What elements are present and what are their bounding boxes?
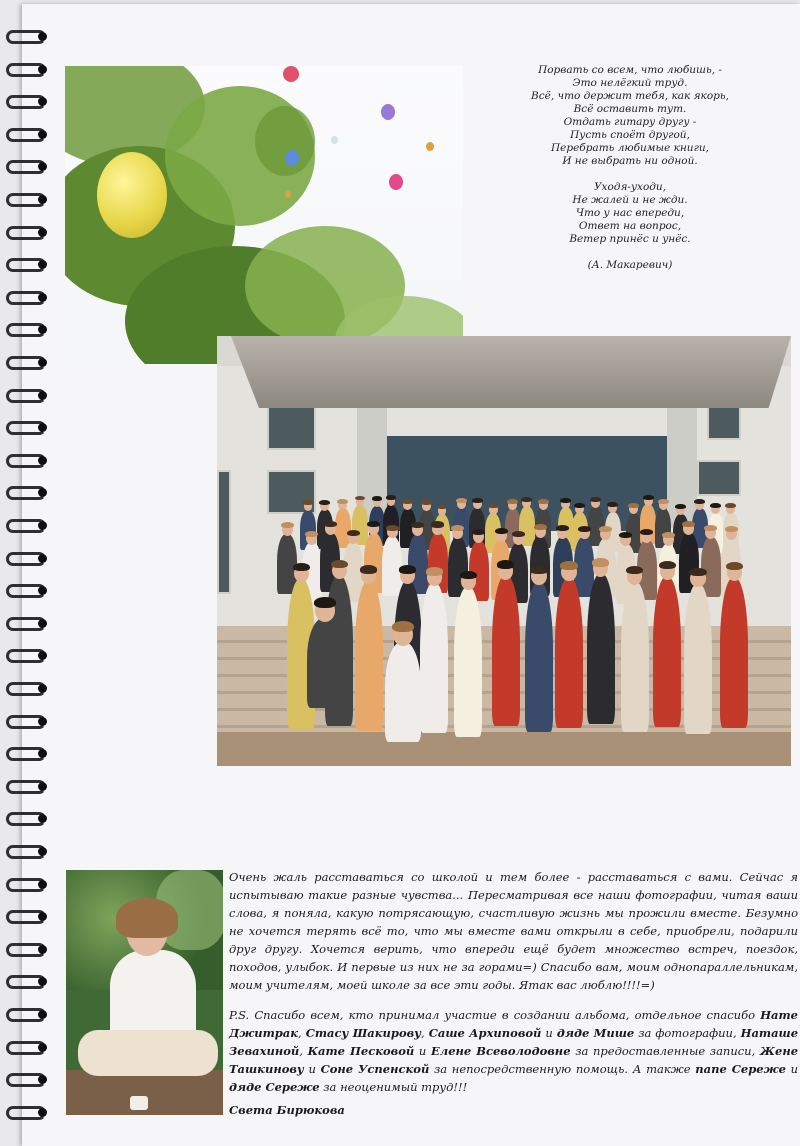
binding-hole (38, 1043, 47, 1052)
person-figure (720, 578, 748, 728)
person-figure (454, 587, 482, 737)
poem-line: Ответ на вопрос, (578, 220, 682, 232)
letter-postscript (229, 1006, 798, 1096)
spiral-binding (0, 0, 50, 1146)
poem-line: Отдать гитару другу - (563, 116, 697, 128)
thanked-name: Кате Песковой (307, 1044, 415, 1058)
person-figure (555, 578, 583, 728)
thanked-name: дяде Мише (556, 1026, 635, 1040)
postscript-text: , (421, 1026, 429, 1040)
thanked-name: Стасу Шакирову (305, 1026, 422, 1040)
binding-hole (38, 814, 47, 823)
postscript-text: , (299, 1044, 308, 1058)
binding-hole (38, 32, 47, 41)
postscript-text: , (298, 1026, 306, 1040)
binding-hole (38, 162, 47, 171)
person-figure (587, 574, 615, 724)
person-figure (355, 581, 383, 731)
postscript-text: и (414, 1044, 432, 1058)
poem-line: И не выбрать ни одной. (562, 155, 698, 167)
binding-hole (38, 488, 47, 497)
binding-hole (38, 423, 47, 432)
postscript-text: и (303, 1062, 321, 1076)
binding-hole (38, 586, 47, 595)
binding-hole (38, 880, 47, 889)
binding-hole (38, 945, 47, 954)
binding-hole (38, 651, 47, 660)
person-figure (621, 582, 649, 732)
binding-hole (38, 782, 47, 791)
binding-hole (38, 912, 47, 921)
binding-hole (38, 195, 47, 204)
poem-line: Порвать со всем, что любишь, - (538, 64, 722, 76)
poem-author: (А. Макаревич) (587, 259, 673, 271)
binding-hole (38, 717, 47, 726)
poem-line: Всё, что держит тебя, как якорь, (531, 90, 729, 102)
binding-hole (38, 1108, 47, 1117)
binding-hole (38, 228, 47, 237)
binding-hole (38, 260, 47, 269)
postscript-text: и (785, 1062, 799, 1076)
poem-line: Пусть споёт другой, (570, 129, 690, 141)
binding-hole (38, 130, 47, 139)
thanked-name: Жене Ташкинову (229, 1044, 799, 1076)
binding-hole (38, 97, 47, 106)
person-figure (525, 582, 553, 732)
binding-hole (38, 684, 47, 693)
binding-hole (38, 293, 47, 302)
binding-hole (38, 977, 47, 986)
binding-hole (38, 391, 47, 400)
class-group-photo (217, 336, 791, 766)
person-figure (492, 576, 520, 726)
thanked-name: Нате Джитрак (229, 1008, 798, 1040)
binding-hole (38, 1010, 47, 1019)
person-figure (307, 618, 343, 708)
thanked-name: дяде Сереже (229, 1080, 320, 1094)
letter-paragraph: Очень жаль расставаться со школой и тем более - расставаться с вами. Сейчас я испытываю такие разные чувства... Пересматривая все наши фотографии, читая ваши слова, я поняла, какую потрясающую, счастливую жизнь мы прожили вместе. Безумно не хочется терять всё то, что мы вместе вами открыли в себе, приобрели, подарили друг другу. Хочется верить, что впереди ещё будет множество встреч, поездок, походов, улыбок. И первые из них не за горами=) Спасибо вам, моим однопараллельникам, моим учителям, моей школе за все эти годы. Ятак вас люблю!!!!=) (229, 870, 798, 992)
farewell-letter (229, 868, 798, 1096)
poem-line: Уходя-уходи, (593, 181, 667, 193)
binding-hole (38, 358, 47, 367)
binding-hole (38, 65, 47, 74)
poem-line: Что у нас впереди, (575, 207, 685, 219)
person-figure (684, 584, 712, 734)
poem-line: Перебрать любимые книги, (551, 142, 709, 154)
balloons-tree-photo (65, 66, 463, 364)
postscript-text: за фотографии, (634, 1026, 741, 1040)
signature: Света Бирюкова (229, 1103, 345, 1117)
person-figure (653, 577, 681, 727)
binding-hole (38, 521, 47, 530)
binding-hole (38, 554, 47, 563)
binding-hole (38, 847, 47, 856)
poem-line: Ветер принёс и унёс. (569, 233, 691, 245)
binding-hole (38, 1075, 47, 1084)
postscript-text: и (541, 1026, 557, 1040)
thanked-name: Саше Архиповой (428, 1026, 542, 1040)
postscript-text: P.S. Спасибо всем, кто принимал участие в создании альбома, отдельное спасибо (229, 1008, 761, 1022)
binding-hole (38, 619, 47, 628)
author-portrait-photo (66, 870, 223, 1115)
person-figure (420, 583, 448, 733)
binding-hole (38, 749, 47, 758)
thanked-name: Соне Успенской (320, 1062, 430, 1076)
postscript-text: за неоценимый труд!!! (319, 1080, 468, 1094)
person-figure (385, 642, 421, 742)
postscript-text: за непосредственную помощь. А также (429, 1062, 696, 1076)
binding-hole (38, 325, 47, 334)
thanked-name: Наташе Зевахиной (229, 1026, 799, 1058)
binding-hole (38, 456, 47, 465)
poem (490, 64, 770, 272)
yellow-balloon (97, 152, 167, 238)
poem-line: Это нелёгкий труд. (572, 77, 688, 89)
postscript-text: за предоставленные записи, (570, 1044, 760, 1058)
poem-line: Всё оставить тут. (573, 103, 687, 115)
thanked-name: папе Сереже (695, 1062, 786, 1076)
thanked-name: Елене Всеволодовне (431, 1044, 571, 1058)
poem-line: Не жалей и не жди. (572, 194, 688, 206)
